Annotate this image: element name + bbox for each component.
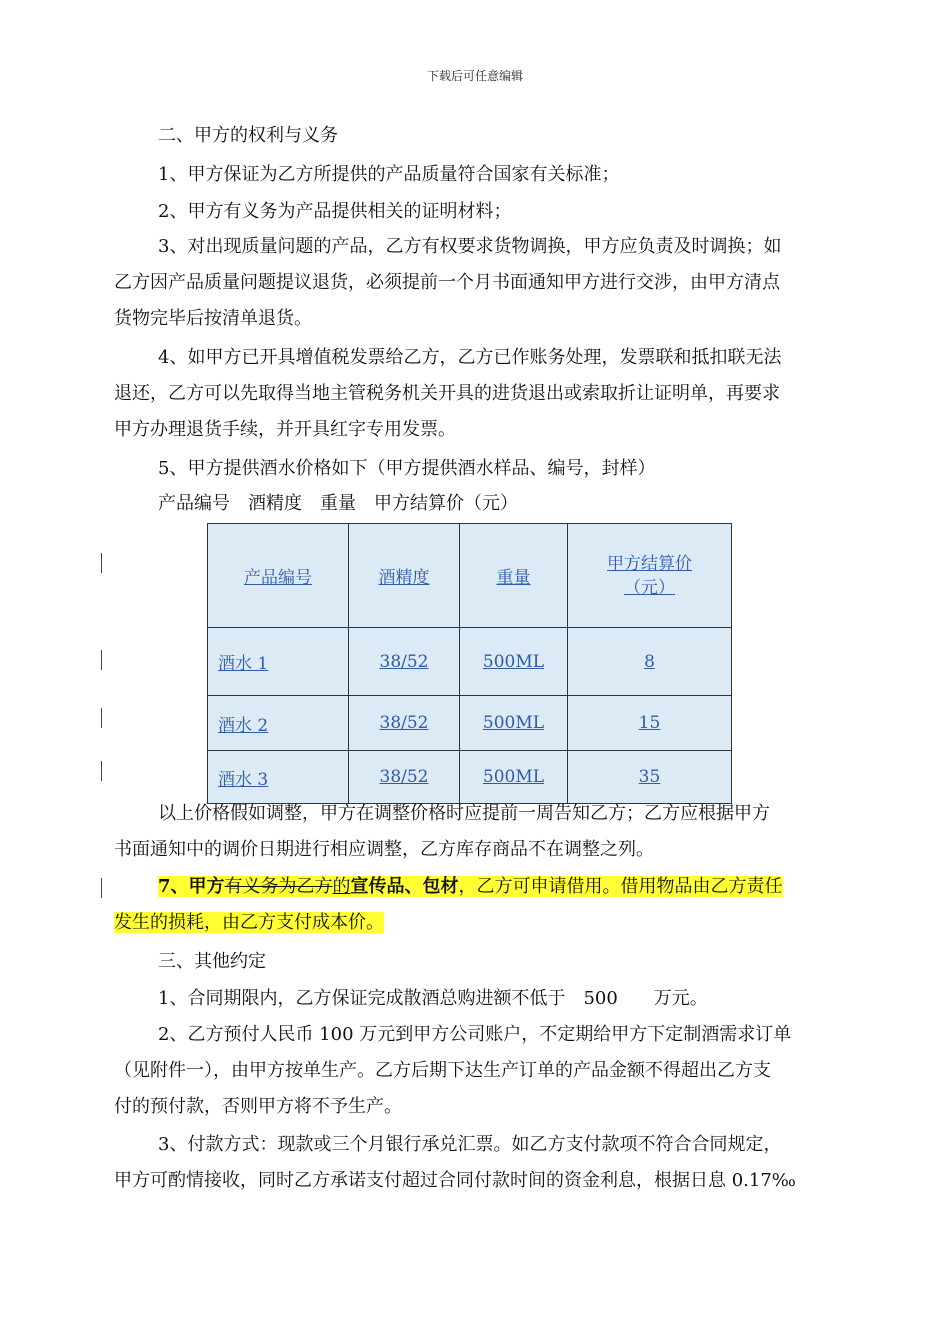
paragraph-line: 书面通知中的调价日期进行相应调整，乙方库存商品不在调整之列。 [114, 839, 654, 860]
cell-product[interactable]: 酒水 3 [208, 751, 349, 804]
revision-mark [101, 761, 102, 781]
cell-price[interactable]: 35 [568, 751, 732, 804]
header-price-line2: （元） [624, 577, 675, 598]
table-row [208, 696, 732, 751]
header-product-code[interactable]: 产品编号 [208, 524, 349, 628]
paragraph-line: 付的预付款，否则甲方将不予生产。 [114, 1096, 402, 1117]
paragraph-line: 甲方可酌情接收，同时乙方承诺支付超过合同付款时间的资金利息，根据日息 0.17‰ [114, 1170, 796, 1191]
price-table [207, 523, 732, 804]
revision-mark [101, 553, 102, 573]
section-2-item-4 [114, 340, 826, 448]
cell-degree[interactable]: 38/52 [349, 628, 460, 696]
cell-product[interactable]: 酒水 1 [208, 628, 349, 696]
cell-weight[interactable]: 500ML [460, 751, 568, 804]
paragraph-line [114, 869, 826, 905]
section-2-item-7 [114, 869, 826, 941]
cell-degree[interactable]: 38/52 [349, 751, 460, 804]
cell-degree[interactable]: 38/52 [349, 696, 460, 751]
header-price-line1: 甲方结算价 [607, 553, 692, 574]
item7-part1: 7、甲方 [158, 876, 225, 897]
cell-product[interactable]: 酒水 2 [208, 696, 349, 751]
section-2-item-2: 2、甲方有义务为产品提供相关的证明材料； [158, 201, 512, 222]
section-3-item-2 [114, 1017, 826, 1125]
paragraph-line: （见附件一），由甲方按单生产。乙方后期下达生产订单的产品金额不得超出乙方支 [114, 1060, 771, 1081]
paragraph-line: 2、乙方预付人民币 100 万元到甲方公司账户，不定期给甲方下定制酒需求订单 [158, 1024, 792, 1045]
header-alcohol-degree[interactable]: 酒精度 [349, 524, 460, 628]
paragraph-line: 甲方办理退货手续，并开具红字专用发票。 [114, 419, 456, 440]
page-header: 下载后可任意编辑 [426, 69, 523, 83]
revision-mark [101, 650, 102, 670]
table-caption: 产品编号 酒精度 重量 甲方结算价（元） [158, 493, 518, 514]
revision-mark [101, 708, 102, 728]
paragraph-line: 退还，乙方可以先取得当地主管税务机关开具的进货退出或索取折让证明单，再要求 [114, 383, 780, 404]
section-2-title: 二、甲方的权利与义务 [158, 125, 338, 146]
section-3-item-1: 1、合同期限内，乙方保证完成散酒总购进额不低于 500 万元。 [158, 988, 708, 1009]
item7-line2: 发生的损耗，由乙方支付成本价。 [114, 912, 384, 933]
paragraph-line [114, 905, 826, 941]
section-2-item-3 [114, 229, 826, 337]
section-2-item-1: 1、甲方保证为乙方所提供的产品质量符合国家有关标准； [158, 164, 620, 185]
header-settlement-price[interactable] [568, 524, 732, 628]
item7-part3: ，乙方可申请借用。借用物品由乙方责任 [458, 876, 783, 897]
paragraph-line: 乙方因产品质量问题提议退货，必须提前一个月书面通知甲方进行交涉，由甲方清点 [114, 272, 780, 293]
revision-mark [101, 878, 102, 898]
table-row [208, 628, 732, 696]
paragraph-line: 货物完毕后按清单退货。 [114, 308, 312, 329]
cell-price[interactable]: 15 [568, 696, 732, 751]
section-3-title: 三、其他约定 [158, 951, 266, 972]
item7-part2: 宣传品、包材 [350, 876, 459, 897]
section-2-item-5: 5、甲方提供酒水价格如下（甲方提供酒水样品、编号，封样） [158, 458, 656, 479]
cell-weight[interactable]: 500ML [460, 696, 568, 751]
item7-deleted-text: 有义务为乙方 [224, 876, 333, 897]
paragraph-line: 3、对出现质量问题的产品，乙方有权要求货物调换，甲方应负责及时调换；如 [158, 236, 782, 257]
price-adjustment-paragraph [114, 796, 826, 868]
paragraph-line: 3、付款方式：现款或三个月银行承兑汇票。如乙方支付款项不符合合同规定， [158, 1134, 782, 1155]
item7-inserted-text: 的 [332, 876, 351, 897]
table-header-row [208, 524, 732, 628]
paragraph-line: 以上价格假如调整，甲方在调整价格时应提前一周告知乙方；乙方应根据甲方 [158, 803, 770, 824]
paragraph-line: 4、如甲方已开具增值税发票给乙方，乙方已作账务处理，发票联和抵扣联无法 [158, 347, 782, 368]
section-3-item-3 [114, 1127, 826, 1199]
cell-weight[interactable]: 500ML [460, 628, 568, 696]
header-weight[interactable]: 重量 [460, 524, 568, 628]
cell-price[interactable]: 8 [568, 628, 732, 696]
